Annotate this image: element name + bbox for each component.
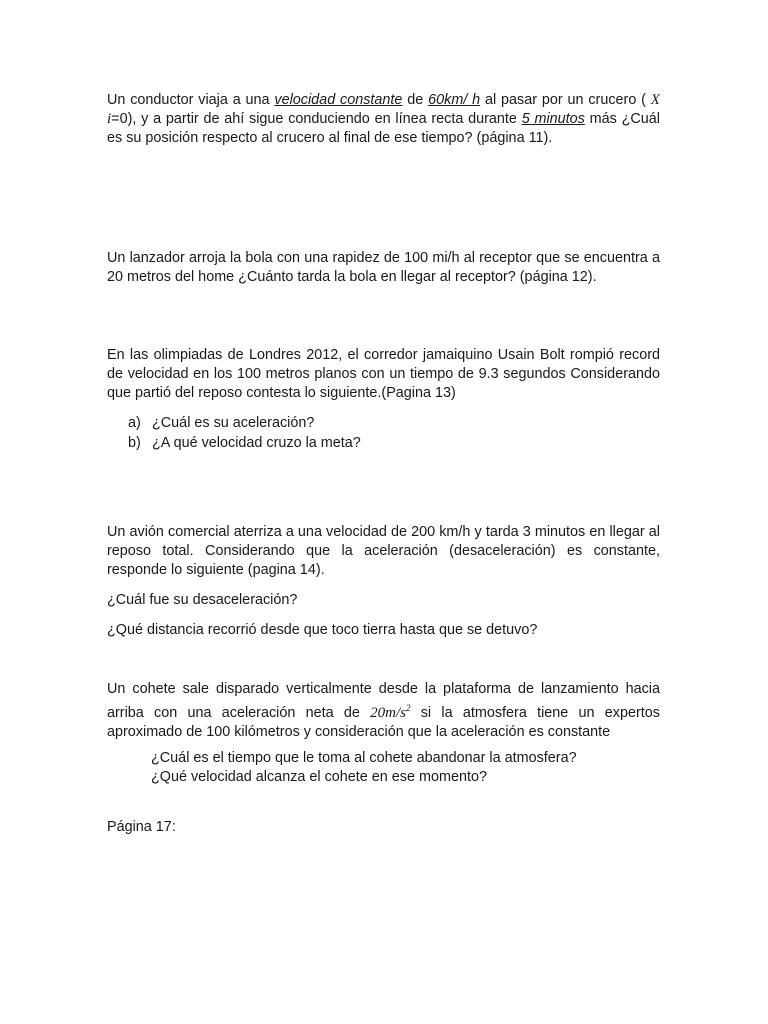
text-run: Un conductor viaja a una [107,92,275,108]
problem-3: En las olimpiadas de Londres 2012, el corredor jamaiquino Usain Bolt rompió record de velocidad en los 100 metros planos con un tiempo de 9.3 segundos Considerando que partió del reposo contesta lo siguiente.(Pagina 13) [107,347,660,401]
text-run: más ¿Cuál es su posición respecto al crucero al final de ese tiempo? (página 11). [107,111,660,146]
text-run: de [402,92,429,108]
list-item [128,434,361,454]
list-item-text: ¿Cuál es su aceleración? [152,415,315,431]
problem-4: Un avión comercial aterriza a una velocidad de 200 km/h y tarda 3 minutos en llegar al reposo total. Considerando que la aceleración (desaceleración) es constante, responde lo siguiente (pagina 14). [107,524,660,578]
acceleration-formula [370,705,410,721]
underlined-term: 60km/ h [428,92,481,108]
page-reference: Página 17: [107,819,176,835]
list-item-text: ¿A qué velocidad cruzo la meta? [152,434,361,451]
problem-1 [107,91,660,148]
text-run: =0), y a partir de ahí sigue conduciendo en línea recta durante [111,111,522,127]
formula-exponent: 2 [405,703,411,713]
problem-5-question-1: ¿Cuál es el tiempo que le toma al cohete abandonar la atmosfera? [151,750,577,766]
underlined-term: velocidad constante [274,92,403,108]
problem-4-question-2: ¿Qué distancia recorrió desde que toco tierra hasta que se detuvo? [107,622,538,638]
problem-5 [107,680,660,742]
problem-5-question-2: ¿Qué velocidad alcanza el cohete en ese momento? [151,769,487,785]
text-run: al pasar por un crucero ( [480,92,651,108]
problem-2: Un lanzador arroja la bola con una rapidez de 100 mi/h al receptor que se encuentra a 20 metros del home ¿Cuánto tarda la bola en llegar al receptor? (página 12). [107,250,660,285]
problem-4-question-1: ¿Cuál fue su desaceleración? [107,592,298,608]
list-marker: a) [128,415,141,431]
text-run: si la atmosfera tiene un expertos aproximado de 100 kilómetros y consideración que la aceleración es constante [107,705,660,740]
list-item [128,414,361,434]
problem-3-list [128,414,361,453]
math-variable: X i [107,92,660,127]
list-marker: b) [128,434,141,451]
formula-unit: m/s [385,705,406,721]
text-run: Un cohete sale disparado verticalmente desde la plataforma de lanzamiento hacia arriba con una aceleración neta de [107,681,660,721]
underlined-term: 5 minutos [521,111,585,127]
formula-number: 20 [370,705,386,721]
